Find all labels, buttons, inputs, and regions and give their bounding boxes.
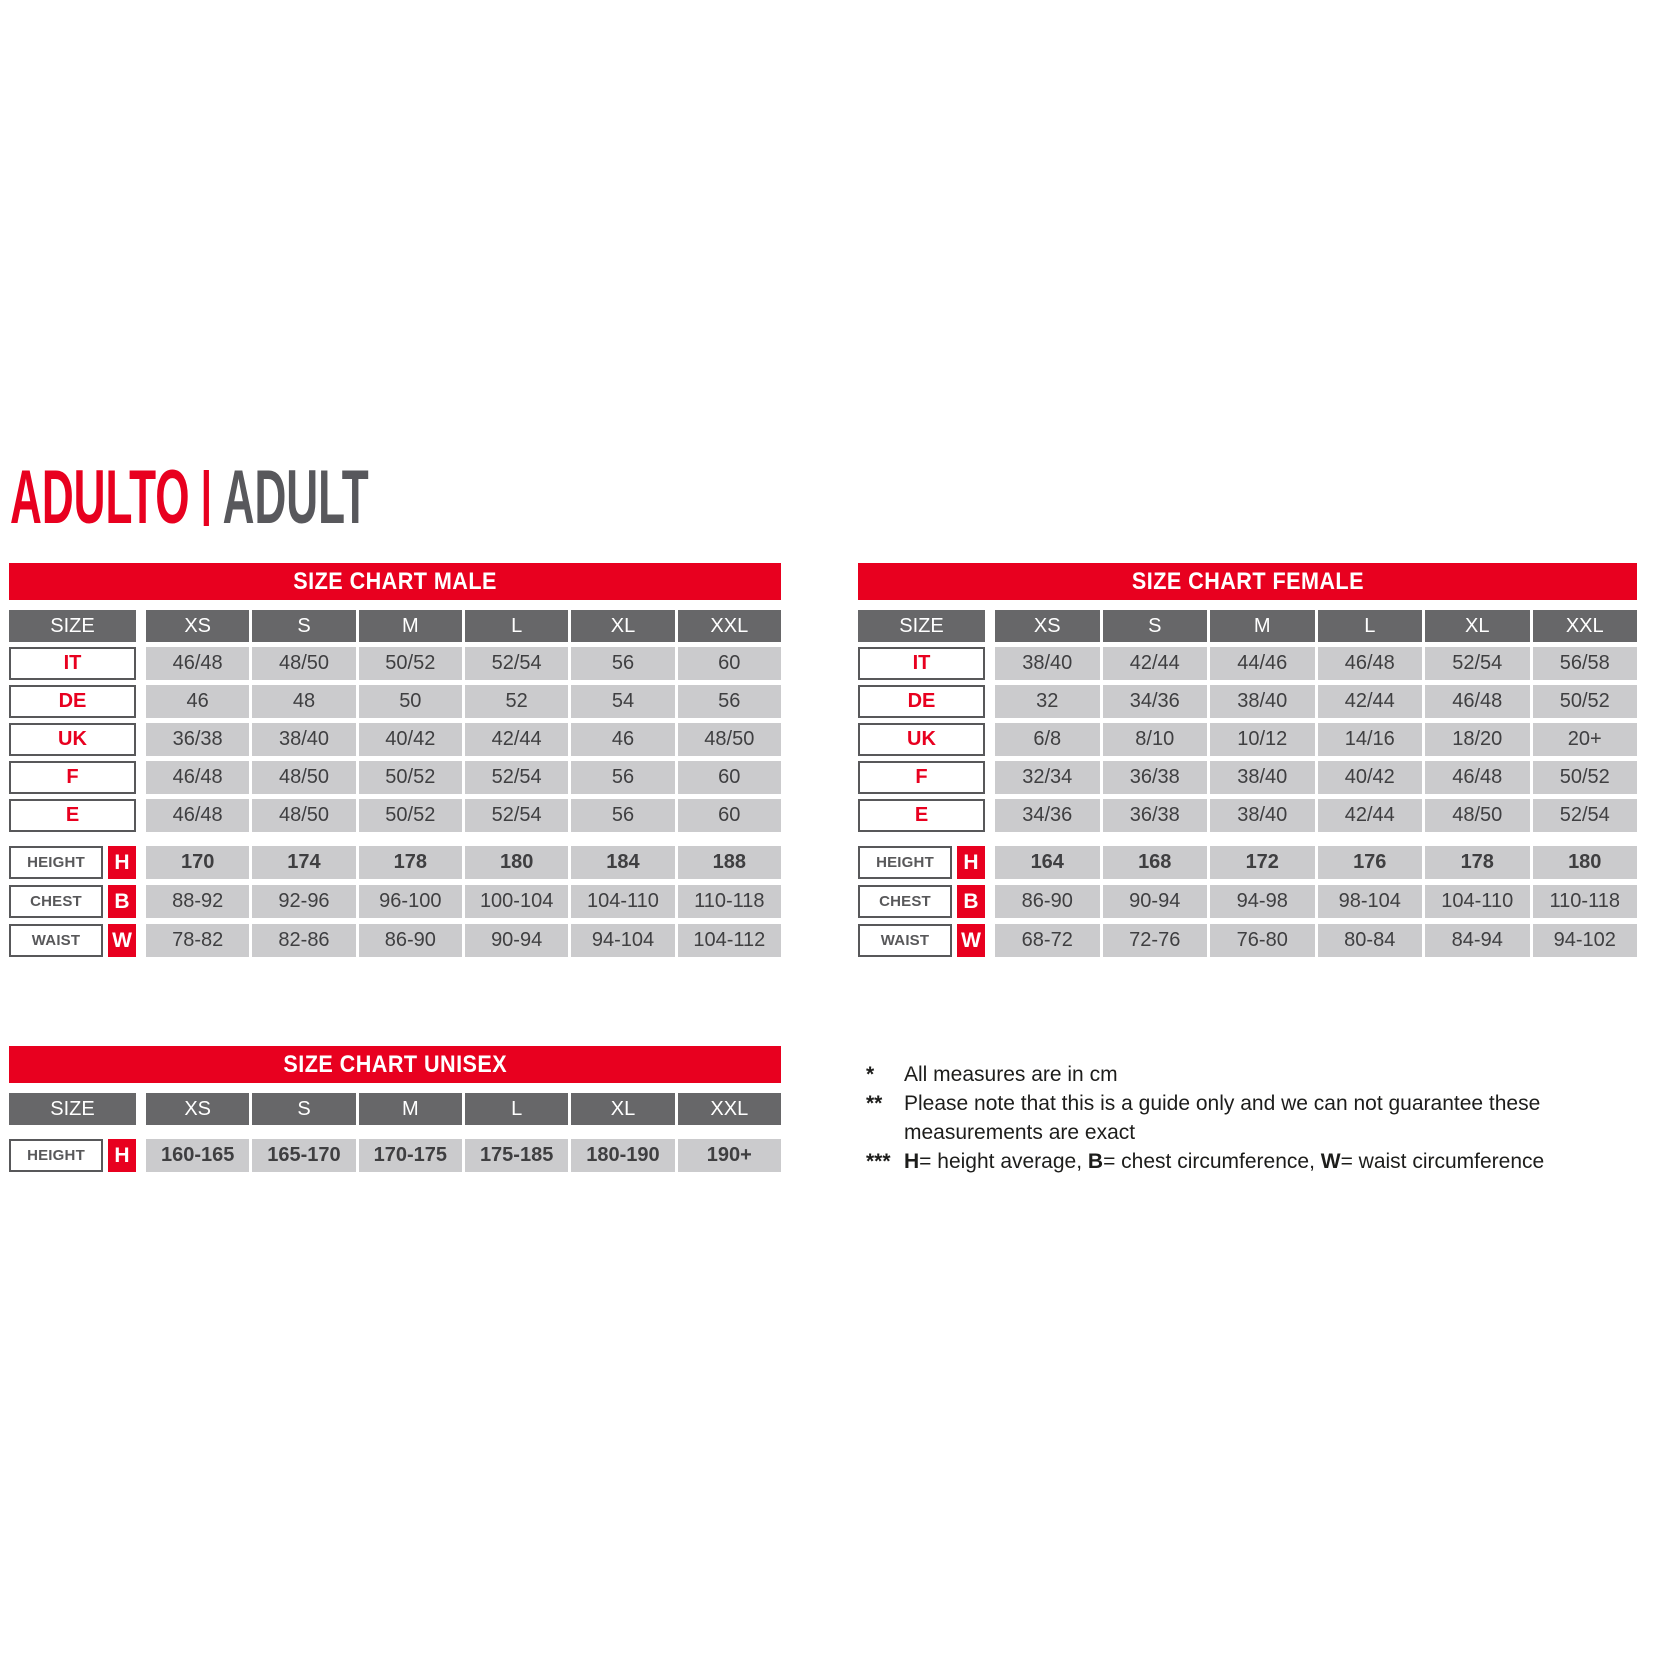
size-header-label: SIZE xyxy=(858,610,985,642)
measure-row-chest xyxy=(9,885,781,918)
measure-value-cell: 76-80 xyxy=(1210,924,1315,957)
size-value-cell: 54 xyxy=(571,685,674,718)
column-header-s: S xyxy=(1103,610,1208,642)
column-header-xxl: XXL xyxy=(678,1093,781,1125)
size-row-it xyxy=(858,647,1637,680)
region-label-cell xyxy=(9,799,136,832)
measure-value-cell: 180 xyxy=(465,846,568,879)
column-header-m: M xyxy=(359,1093,462,1125)
measure-value-cell: 104-110 xyxy=(1425,885,1530,918)
column-header-xs: XS xyxy=(995,610,1100,642)
measure-value-cell: 110-118 xyxy=(1533,885,1638,918)
size-value-cell: 48 xyxy=(252,685,355,718)
size-header-label: SIZE xyxy=(9,610,136,642)
region-label: E xyxy=(9,799,136,832)
size-row-f xyxy=(858,761,1637,794)
region-label: UK xyxy=(858,723,985,756)
size-header-label: SIZE xyxy=(9,1093,136,1125)
size-value-cell: 56 xyxy=(571,761,674,794)
footnote-segment: All measures are in cm xyxy=(904,1063,1118,1086)
column-header-xl: XL xyxy=(571,1093,674,1125)
size-value-cells xyxy=(995,647,1637,680)
column-header-xl: XL xyxy=(1425,610,1530,642)
table-title: SIZE CHART UNISEX xyxy=(283,1050,507,1078)
size-value-cell: 46/48 xyxy=(146,761,249,794)
footnote xyxy=(866,1060,1654,1089)
measure-value-cell: 94-104 xyxy=(571,924,674,957)
measure-letter-badge: H xyxy=(957,846,985,879)
size-value-cell: 50/52 xyxy=(359,647,462,680)
title-separator-bar xyxy=(203,470,208,526)
page-title-primary: ADULTO xyxy=(10,455,190,540)
measure-label-cell xyxy=(858,846,985,879)
measure-letter-badge: B xyxy=(108,885,136,918)
size-value-cell: 46/48 xyxy=(1425,761,1530,794)
size-value-cell: 36/38 xyxy=(146,723,249,756)
measure-value-cell: 100-104 xyxy=(465,885,568,918)
measure-label-cell xyxy=(9,924,136,957)
column-header-xxl: XXL xyxy=(678,610,781,642)
measure-value-cell: 176 xyxy=(1318,846,1423,879)
measure-value-cell: 180-190 xyxy=(571,1139,674,1172)
measure-value-cell: 94-98 xyxy=(1210,885,1315,918)
footnote xyxy=(866,1089,1654,1147)
measure-value-cell: 90-94 xyxy=(465,924,568,957)
measure-label-cell xyxy=(9,1139,136,1172)
size-value-cell: 52 xyxy=(465,685,568,718)
region-label: DE xyxy=(858,685,985,718)
size-value-cell: 46/48 xyxy=(1318,647,1423,680)
footnote-text xyxy=(904,1089,1552,1147)
region-label-cell xyxy=(858,799,985,832)
measure-value-cell: 104-112 xyxy=(678,924,781,957)
measure-letter-badge: B xyxy=(957,885,985,918)
region-label: F xyxy=(9,761,136,794)
measure-value-cell: 190+ xyxy=(678,1139,781,1172)
size-chart-female-table xyxy=(858,563,1637,957)
size-value-cell: 42/44 xyxy=(1318,799,1423,832)
table-title-bar xyxy=(858,563,1637,600)
measure-row-chest xyxy=(858,885,1637,918)
size-value-cells xyxy=(146,799,781,832)
measure-value-cell: 180 xyxy=(1533,846,1638,879)
size-row-e xyxy=(9,799,781,832)
size-value-cell: 34/36 xyxy=(1103,685,1208,718)
size-header-cell xyxy=(9,610,136,642)
size-value-cell: 52/54 xyxy=(465,647,568,680)
measure-value-cell: 175-185 xyxy=(465,1139,568,1172)
size-value-cells xyxy=(995,799,1637,832)
column-header-l: L xyxy=(465,1093,568,1125)
measure-name-label: HEIGHT xyxy=(9,846,103,879)
measure-value-cell: 92-96 xyxy=(252,885,355,918)
measure-letter-badge: W xyxy=(957,924,985,957)
size-value-cell: 42/44 xyxy=(465,723,568,756)
column-header-s: S xyxy=(252,1093,355,1125)
table-header-row xyxy=(858,610,1637,642)
size-value-cell: 36/38 xyxy=(1103,761,1208,794)
measure-value-cell: 178 xyxy=(1425,846,1530,879)
measure-letter-badge: H xyxy=(108,1139,136,1172)
size-row-f xyxy=(9,761,781,794)
size-value-cell: 38/40 xyxy=(1210,799,1315,832)
column-header-xl: XL xyxy=(571,610,674,642)
measure-value-cell: 170-175 xyxy=(359,1139,462,1172)
measure-value-cell: 88-92 xyxy=(146,885,249,918)
footnote-term: B xyxy=(1087,1150,1104,1173)
measure-value-cells xyxy=(146,924,781,957)
column-header-l: L xyxy=(1318,610,1423,642)
size-value-cell: 56 xyxy=(571,799,674,832)
size-row-it xyxy=(9,647,781,680)
measure-value-cells xyxy=(995,924,1637,957)
measure-value-cell: 172 xyxy=(1210,846,1315,879)
measure-value-cell: 90-94 xyxy=(1103,885,1208,918)
size-value-cell: 48/50 xyxy=(252,647,355,680)
size-value-cell: 46 xyxy=(146,685,249,718)
footnote-marker: ** xyxy=(866,1092,883,1115)
size-value-cell: 46/48 xyxy=(146,647,249,680)
measure-label-cell xyxy=(858,924,985,957)
column-header-l: L xyxy=(465,610,568,642)
region-label-cell xyxy=(9,685,136,718)
size-row-e xyxy=(858,799,1637,832)
measure-label-cell xyxy=(858,885,985,918)
table-title: SIZE CHART MALE xyxy=(293,567,497,595)
footnote-term: W xyxy=(1320,1150,1341,1173)
size-value-cell: 60 xyxy=(678,799,781,832)
region-label-cell xyxy=(9,723,136,756)
size-value-cells xyxy=(146,647,781,680)
size-value-cells xyxy=(146,723,781,756)
size-value-cell: 38/40 xyxy=(252,723,355,756)
region-label: F xyxy=(858,761,985,794)
size-value-cell: 32/34 xyxy=(995,761,1100,794)
size-chart-male-table xyxy=(9,563,781,957)
measure-value-cell: 86-90 xyxy=(359,924,462,957)
measure-value-cells xyxy=(995,885,1637,918)
size-row-uk xyxy=(858,723,1637,756)
footnote-text xyxy=(904,1060,1118,1089)
size-value-cell: 40/42 xyxy=(1318,761,1423,794)
column-header-s: S xyxy=(252,610,355,642)
footnote-segment: = height average, xyxy=(919,1150,1088,1173)
measure-value-cells xyxy=(995,846,1637,879)
footnote-segment: = chest circumference, xyxy=(1103,1150,1321,1173)
size-value-cell: 48/50 xyxy=(678,723,781,756)
measure-value-cell: 165-170 xyxy=(252,1139,355,1172)
size-value-cell: 56 xyxy=(678,685,781,718)
footnote xyxy=(866,1147,1654,1176)
size-value-cell: 48/50 xyxy=(252,761,355,794)
measure-value-cell: 96-100 xyxy=(359,885,462,918)
region-label-cell xyxy=(9,647,136,680)
region-label-cell xyxy=(9,761,136,794)
size-value-cell: 44/46 xyxy=(1210,647,1315,680)
column-header-xs: XS xyxy=(146,610,249,642)
measure-value-cell: 94-102 xyxy=(1533,924,1638,957)
measure-value-cell: 82-86 xyxy=(252,924,355,957)
column-header-xs: XS xyxy=(146,1093,249,1125)
measure-name-label: CHEST xyxy=(858,885,952,918)
measure-letter-badge: H xyxy=(108,846,136,879)
measure-value-cell: 68-72 xyxy=(995,924,1100,957)
measure-row-waist xyxy=(9,924,781,957)
measure-row-height xyxy=(9,1139,781,1172)
region-label-cell xyxy=(858,761,985,794)
size-value-cell: 38/40 xyxy=(995,647,1100,680)
footnote-segment: Please note that this is a guide only and we can not guarantee these measurements are exact xyxy=(904,1092,1541,1144)
size-value-cell: 52/54 xyxy=(1533,799,1638,832)
measure-value-cell: 164 xyxy=(995,846,1100,879)
header-cells xyxy=(146,1093,781,1125)
header-cells xyxy=(146,610,781,642)
size-value-cell: 20+ xyxy=(1533,723,1638,756)
measure-letter-badge: W xyxy=(108,924,136,957)
region-label: IT xyxy=(858,647,985,680)
size-value-cell: 36/38 xyxy=(1103,799,1208,832)
measure-row-height xyxy=(9,846,781,879)
measure-value-cell: 78-82 xyxy=(146,924,249,957)
footnotes xyxy=(866,1060,1654,1176)
measure-value-cell: 188 xyxy=(678,846,781,879)
size-value-cell: 50 xyxy=(359,685,462,718)
size-value-cell: 52/54 xyxy=(1425,647,1530,680)
measure-value-cell: 174 xyxy=(252,846,355,879)
measure-name-label: WAIST xyxy=(9,924,103,957)
size-value-cell: 60 xyxy=(678,761,781,794)
page-title-secondary: ADULT xyxy=(222,455,369,540)
region-label: DE xyxy=(9,685,136,718)
column-header-m: M xyxy=(1210,610,1315,642)
page-title xyxy=(10,455,369,540)
region-label: IT xyxy=(9,647,136,680)
measure-name-label: HEIGHT xyxy=(9,1139,103,1172)
size-value-cell: 48/50 xyxy=(1425,799,1530,832)
size-value-cell: 8/10 xyxy=(1103,723,1208,756)
measure-value-cell: 104-110 xyxy=(571,885,674,918)
measure-name-label: CHEST xyxy=(9,885,103,918)
size-value-cell: 50/52 xyxy=(1533,761,1638,794)
region-label-cell xyxy=(858,685,985,718)
footnote-term: H xyxy=(904,1150,920,1173)
measure-value-cell: 80-84 xyxy=(1318,924,1423,957)
size-header-cell xyxy=(858,610,985,642)
measure-value-cell: 84-94 xyxy=(1425,924,1530,957)
size-value-cell: 50/52 xyxy=(359,761,462,794)
footnote-marker: *** xyxy=(866,1150,891,1173)
measure-value-cells xyxy=(146,1139,781,1172)
measure-value-cell: 110-118 xyxy=(678,885,781,918)
size-row-uk xyxy=(9,723,781,756)
measure-name-label: WAIST xyxy=(858,924,952,957)
size-value-cell: 38/40 xyxy=(1210,761,1315,794)
measure-value-cells xyxy=(146,885,781,918)
size-value-cell: 52/54 xyxy=(465,799,568,832)
measure-value-cell: 184 xyxy=(571,846,674,879)
size-value-cell: 56/58 xyxy=(1533,647,1638,680)
size-value-cell: 32 xyxy=(995,685,1100,718)
size-header-cell xyxy=(9,1093,136,1125)
measure-label-cell xyxy=(9,885,136,918)
size-value-cell: 14/16 xyxy=(1318,723,1423,756)
header-cells xyxy=(995,610,1637,642)
size-value-cell: 34/36 xyxy=(995,799,1100,832)
size-value-cell: 10/12 xyxy=(1210,723,1315,756)
region-label: E xyxy=(858,799,985,832)
size-value-cells xyxy=(995,723,1637,756)
size-row-de xyxy=(9,685,781,718)
size-value-cell: 46 xyxy=(571,723,674,756)
size-value-cell: 60 xyxy=(678,647,781,680)
table-title-bar xyxy=(9,563,781,600)
size-value-cell: 6/8 xyxy=(995,723,1100,756)
region-label-cell xyxy=(858,647,985,680)
table-title-bar xyxy=(9,1046,781,1083)
size-value-cells xyxy=(146,761,781,794)
column-header-m: M xyxy=(359,610,462,642)
measure-value-cell: 160-165 xyxy=(146,1139,249,1172)
size-value-cell: 42/44 xyxy=(1103,647,1208,680)
size-value-cells xyxy=(995,685,1637,718)
size-value-cell: 40/42 xyxy=(359,723,462,756)
size-value-cell: 42/44 xyxy=(1318,685,1423,718)
size-value-cell: 46/48 xyxy=(1425,685,1530,718)
measure-value-cell: 168 xyxy=(1103,846,1208,879)
size-value-cells xyxy=(146,685,781,718)
footnote-text xyxy=(904,1147,1544,1176)
measure-value-cell: 178 xyxy=(359,846,462,879)
measure-name-label: HEIGHT xyxy=(858,846,952,879)
measure-value-cell: 86-90 xyxy=(995,885,1100,918)
table-title: SIZE CHART FEMALE xyxy=(1131,567,1364,595)
measure-row-height xyxy=(858,846,1637,879)
column-header-xxl: XXL xyxy=(1533,610,1638,642)
footnote-segment: = waist circumference xyxy=(1340,1150,1545,1173)
measure-value-cell: 72-76 xyxy=(1103,924,1208,957)
region-label-cell xyxy=(858,723,985,756)
size-value-cell: 50/52 xyxy=(1533,685,1638,718)
size-chart-unisex-table xyxy=(9,1046,781,1172)
size-value-cell: 50/52 xyxy=(359,799,462,832)
footnote-marker: * xyxy=(866,1063,875,1086)
size-row-de xyxy=(858,685,1637,718)
size-value-cell: 56 xyxy=(571,647,674,680)
size-value-cell: 38/40 xyxy=(1210,685,1315,718)
size-value-cell: 18/20 xyxy=(1425,723,1530,756)
size-value-cell: 48/50 xyxy=(252,799,355,832)
measure-value-cells xyxy=(146,846,781,879)
measure-label-cell xyxy=(9,846,136,879)
measure-row-waist xyxy=(858,924,1637,957)
size-value-cell: 46/48 xyxy=(146,799,249,832)
size-value-cell: 52/54 xyxy=(465,761,568,794)
table-header-row xyxy=(9,1093,781,1125)
measure-value-cell: 170 xyxy=(146,846,249,879)
size-value-cells xyxy=(995,761,1637,794)
region-label: UK xyxy=(9,723,136,756)
table-header-row xyxy=(9,610,781,642)
measure-value-cell: 98-104 xyxy=(1318,885,1423,918)
